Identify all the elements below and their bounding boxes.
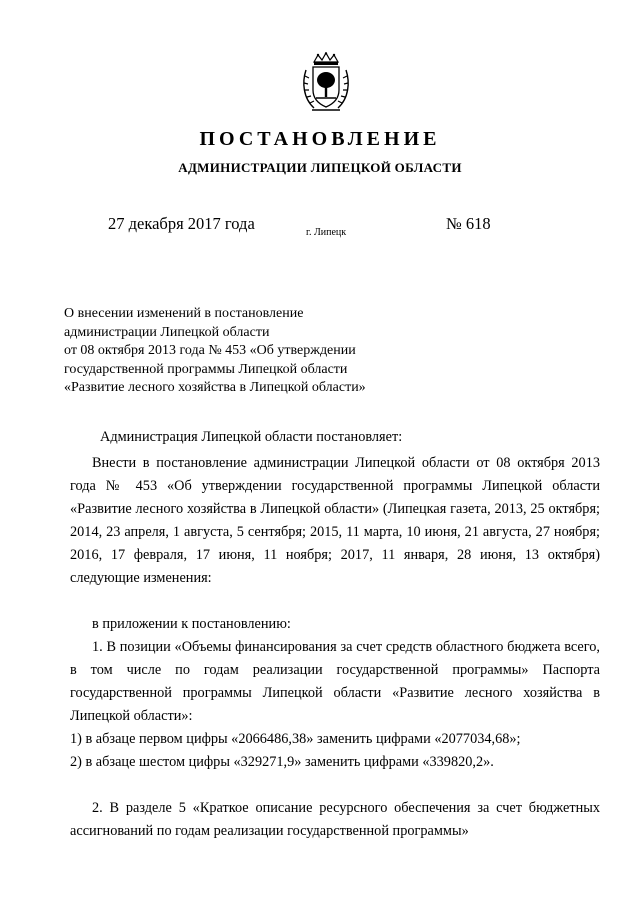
preamble: Администрация Липецкой области постановляет: xyxy=(100,429,403,445)
appendix-intro: в приложении к постановлению: xyxy=(92,616,291,632)
main-paragraph-block xyxy=(70,452,600,590)
main-paragraph: Внести в постановление администрации Липецкой области от 08 октября 2013 года № 453 «Об утверждении государственной программы Липецкой области «Развитие лесного хозяйства в Липецкой области» (Липецкая газета, 2013, 25 октября; 2014, 23 апреля, 1 августа, 5 сентября; 2015, 11 марта, 10 июня, 21 августа, 27 ноября; 2016, 17 февраля, 17 июня, 11 ноября; 2017, 11 января, 28 июня, 13 октября) следующие изменения: xyxy=(70,455,600,586)
subject-line: администрации Липецкой области xyxy=(64,324,270,340)
item-2: 2. В разделе 5 «Краткое описание ресурсного обеспечения за счет бюджетных ассигнований по годам реализации государственной программы» xyxy=(70,800,600,839)
document-number: № 618 xyxy=(446,214,491,233)
lipetsk-coat-of-arms-icon xyxy=(300,52,352,114)
subject-line: от 08 октября 2013 года № 453 «Об утверждении xyxy=(64,343,356,358)
sub-items-block xyxy=(70,728,600,774)
subject-line: «Развитие лесного хозяйства в Липецкой области» xyxy=(64,380,366,395)
sub-item-1: 1) в абзаце первом цифры «2066486,38» заменить цифрами «2077034,68»; xyxy=(70,731,521,747)
subject-line: государственной программы Липецкой области xyxy=(64,361,348,377)
item-1: 1. В позиции «Объемы финансирования за счет средств областного бюджета всего, в том числе по годам реализации государственной программы» Паспорта государственной программы Липецкой области «Развитие лесного хозяйства в Липецкой области»: xyxy=(70,639,600,724)
document-subtitle: АДМИНИСТРАЦИИ ЛИПЕЦКОЙ ОБЛАСТИ xyxy=(178,160,462,175)
document-subject xyxy=(64,305,464,398)
document-city: г. Липецк xyxy=(306,227,347,238)
document-date: 27 декабря 2017 года xyxy=(108,214,255,233)
sub-item-2: 2) в абзаце шестом цифры «329271,9» заменить цифрами «339820,2». xyxy=(70,754,494,770)
item2-block xyxy=(70,797,600,843)
document-title: ПОСТАНОВЛЕНИЕ xyxy=(199,128,441,150)
appendix-block xyxy=(70,613,600,636)
item1-block xyxy=(70,636,600,728)
subject-line: О внесении изменений в постановление xyxy=(64,306,304,321)
